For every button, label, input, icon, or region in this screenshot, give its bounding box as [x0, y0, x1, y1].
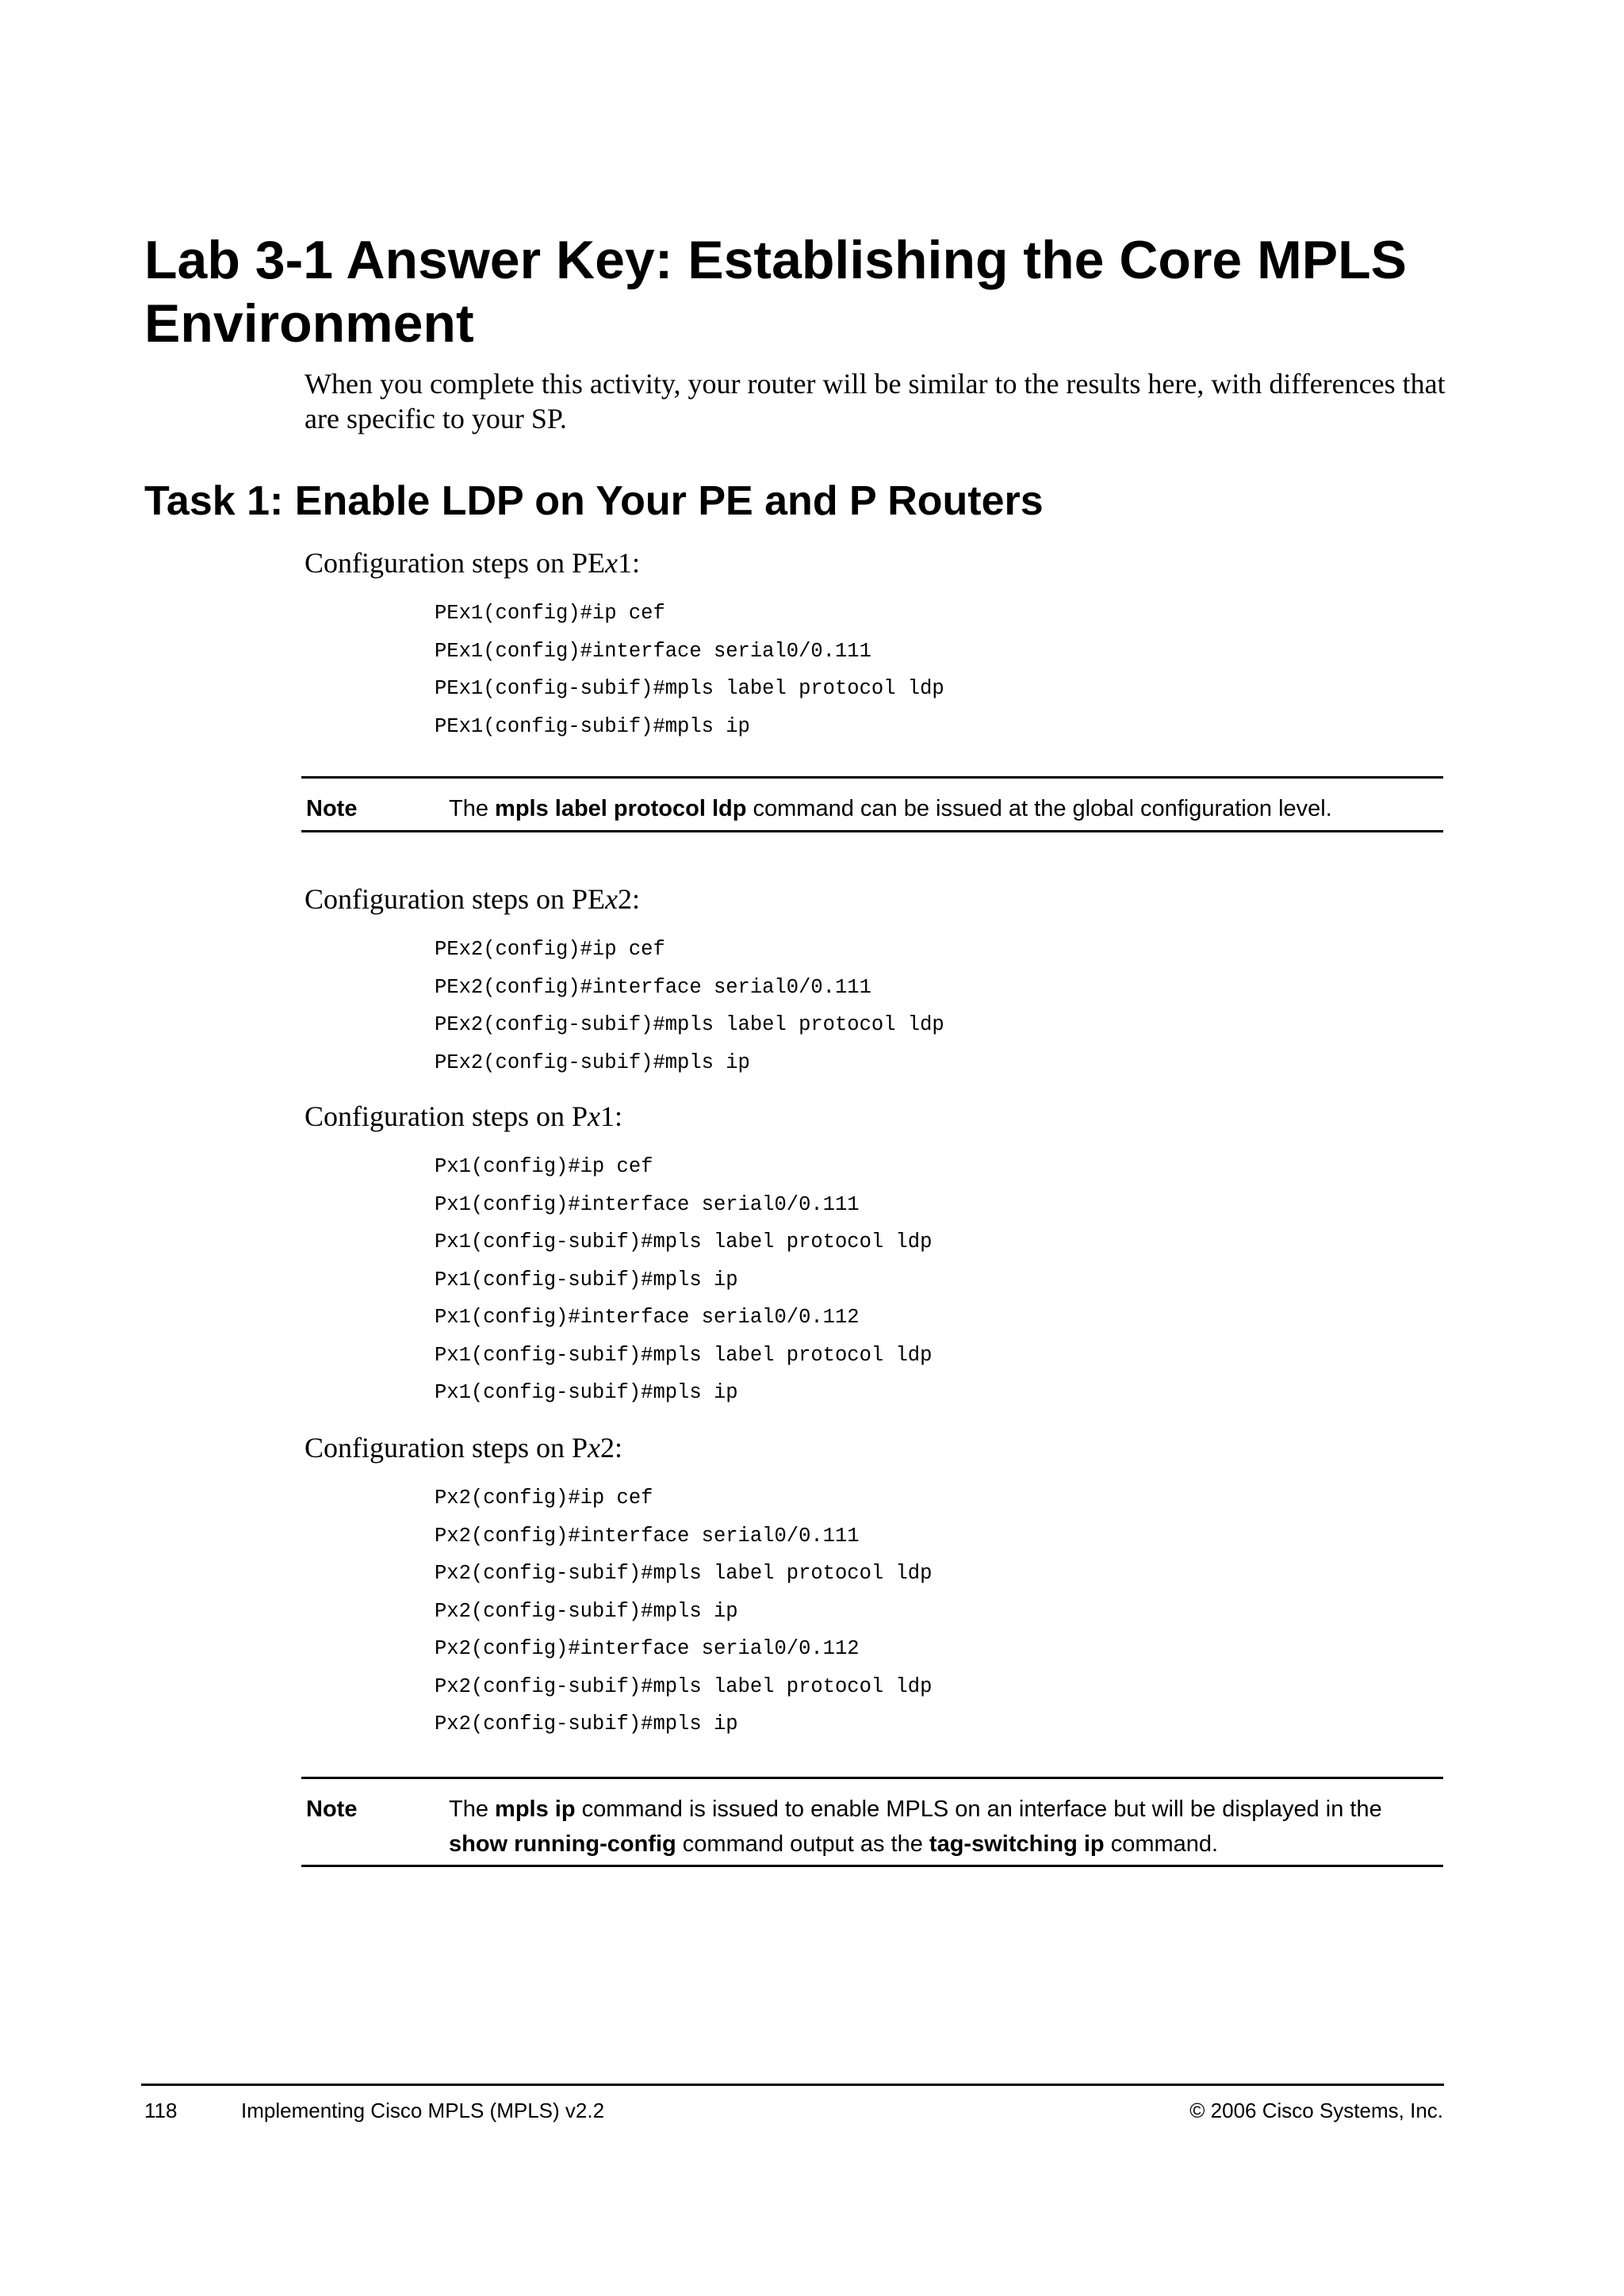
code-block-px1 — [435, 1148, 932, 1412]
code-line: Px2(config-subif)#mpls label protocol ldp — [435, 1562, 933, 1585]
steps-label-pex2: Configuration steps on PEx2: — [304, 883, 640, 915]
footer-rule — [141, 2084, 1444, 2086]
code-line: PEx2(config)#interface serial0/0.111 — [435, 975, 871, 999]
code-line: PEx1(config-subif)#mpls ip — [435, 714, 750, 738]
code-line: Px1(config)#interface serial0/0.111 — [435, 1192, 860, 1216]
note-label: Note — [306, 1797, 358, 1822]
code-line: PEx1(config)#interface serial0/0.111 — [435, 639, 871, 663]
code-line: Px2(config)#ip cef — [435, 1487, 653, 1510]
code-line: PEx1(config)#ip cef — [435, 602, 665, 625]
code-line: Px1(config)#ip cef — [435, 1155, 653, 1178]
steps-label-px1: Configuration steps on Px1: — [304, 1100, 623, 1132]
steps-label-px2: Configuration steps on Px2: — [304, 1432, 623, 1464]
code-line: Px2(config-subif)#mpls ip — [435, 1712, 738, 1735]
code-line: Px1(config-subif)#mpls label protocol ldp — [435, 1343, 933, 1367]
note-box-2 — [301, 1777, 1443, 1867]
footer-copyright: © 2006 Cisco Systems, Inc. — [1189, 2099, 1443, 2122]
footer-course-title: Implementing Cisco MPLS (MPLS) v2.2 — [241, 2099, 605, 2122]
note-text: The mpls label protocol ldp command can be issued at the global configuration level. — [449, 796, 1332, 821]
code-line: Px1(config)#interface serial0/0.112 — [435, 1306, 860, 1329]
code-line: Px2(config)#interface serial0/0.112 — [435, 1637, 860, 1660]
code-line: Px2(config)#interface serial0/0.111 — [435, 1524, 860, 1548]
page-number: 118 — [144, 2099, 178, 2122]
page-title: Lab 3-1 Answer Key: Establishing the Core MPLS Environment — [144, 230, 1408, 354]
intro-paragraph: When you complete this activity, your router will be similar to the results here, with differences that are specific to your SP. — [304, 368, 1446, 434]
note-text: The mpls ip command is issued to enable MPLS on an interface but will be displayed in the show running-config command output as the tag-switching ip command. — [449, 1797, 1382, 1857]
code-block-pex1 — [435, 595, 944, 745]
code-line: PEx1(config-subif)#mpls label protocol ldp — [435, 677, 944, 700]
code-line: PEx2(config-subif)#mpls label protocol ldp — [435, 1013, 944, 1036]
code-line: PEx2(config)#ip cef — [435, 938, 665, 961]
code-line: Px2(config-subif)#mpls label protocol ldp — [435, 1674, 933, 1698]
note-label: Note — [306, 796, 358, 821]
steps-label-pex1: Configuration steps on PEx1: — [304, 547, 640, 579]
code-line: PEx2(config-subif)#mpls ip — [435, 1050, 750, 1074]
code-block-px2 — [435, 1479, 932, 1743]
code-line: Px1(config-subif)#mpls label protocol ldp — [435, 1230, 933, 1253]
code-line: Px1(config-subif)#mpls ip — [435, 1268, 738, 1292]
code-line: Px1(config-subif)#mpls ip — [435, 1381, 738, 1404]
task-1-heading: Task 1: Enable LDP on Your PE and P Routers — [144, 478, 1044, 524]
code-line: Px2(config-subif)#mpls ip — [435, 1599, 738, 1623]
note-box-1 — [301, 776, 1443, 832]
code-block-pex2 — [435, 931, 944, 1081]
